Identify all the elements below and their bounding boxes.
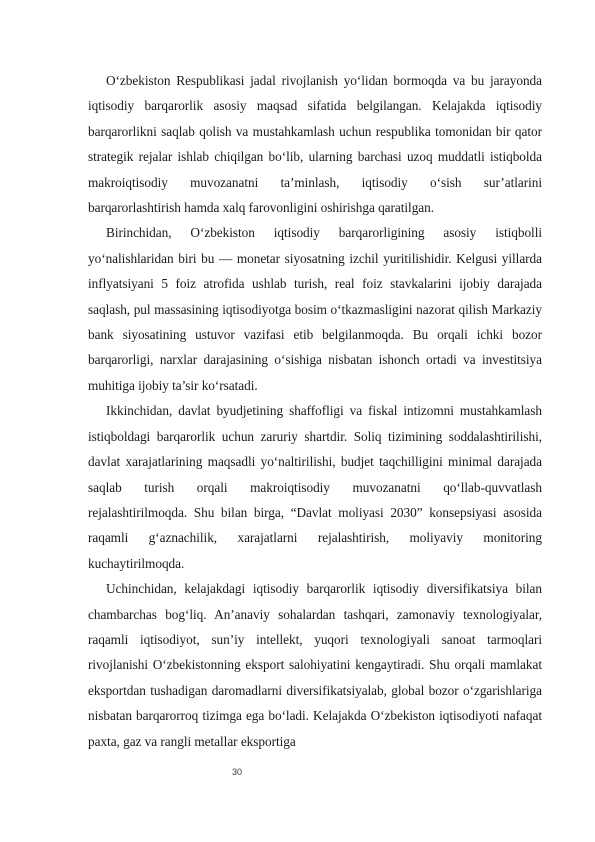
paragraph-intro: O‘zbekiston Respublikasi jadal rivojlanish yo‘lidan bormoqda va bu jarayonda iqtisodiy barqarorlik asosiy maqsad sifatida belgilangan. Kelajakda iqtisodiy barqarorlikni saqlab qolish va mustahkamlash uchun respublika tomonidan bir qator strategik rejalar ishlab chiqilgan bo‘lib, ularning barchasi uzoq muddatli istiqbolda makroiqtisodiy muvozanatni ta’minlash, iqtisodiy o‘sish sur’atlarini barqarorlashtirish hamda xalq farovonligini oshirishga qaratilgan. [88, 73, 542, 216]
page-number: 30 [232, 767, 243, 777]
paragraph-fiscal-discipline: Ikkinchidan, davlat byudjetining shaffofligi va fiskal intizomni mustahkamlash istiqboldagi barqarorlik uchun zaruriy shartdir. Soliq tizimining soddalashtirilishi, davlat xarajatlarining maqsadli yo‘naltirilishi, budjet taqchilligini minimal darajada saqlab turish orqali makroiqtisodiy muvozanatni qo‘llab-quvvatlash rejalashtirilmoqda. Shu bilan birga, “Davlat moliyasi 2030” konsepsiyasi asosida raqamli g‘aznachilik, xarajatlarni rejalashtirish, moliyaviy monitoring kuchaytirilmoqda. [88, 403, 542, 571]
paragraph-monetary-policy: Birinchidan, O‘zbekiston iqtisodiy barqarorligining asosiy istiqbolli yo‘nalishlaridan biri bu — monetar siyosatning izchil yuritilishidir. Kelgusi yillarda inflyatsiyani 5 foiz atrofida ushlab turish, real foiz stavkalarini ijobiy darajada saqlash, pul massasining iqtisodiyotga bosim o‘tkazmasligini nazorat qilish Markaziy bank siyosatining ustuvor vazifasi etib belgilanmoqda. Bu orqali ichki bozor barqarorligi, narxlar darajasining o‘sishiga nisbatan ishonch ortadi va investitsiya muhitiga ijobiy ta’sir ko‘rsatadi. [88, 225, 542, 393]
paragraph-diversification: Uchinchidan, kelajakdagi iqtisodiy barqarorlik iqtisodiy diversifikatsiya bilan chambarchas bog‘liq. An’anaviy sohalardan tashqari, zamonaviy texnologiyalar, raqamli iqtisodiyot, sun’iy intellekt, yuqori texnologiyali sanoat tarmoqlari rivojlanishi O‘zbekistonning eksport salohiyatini kengaytiradi. Shu orqali mamlakat eksportdan tushadigan daromadlarni diversifikatsiyalab, global bozor o‘zgarishlariga nisbatan barqarorroq tizimga ega bo‘ladi. Kelajakda O‘zbekiston iqtisodiyoti nafaqat paxta, gaz va rangli metallar eksportiga [88, 581, 542, 749]
document-body [88, 68, 542, 754]
